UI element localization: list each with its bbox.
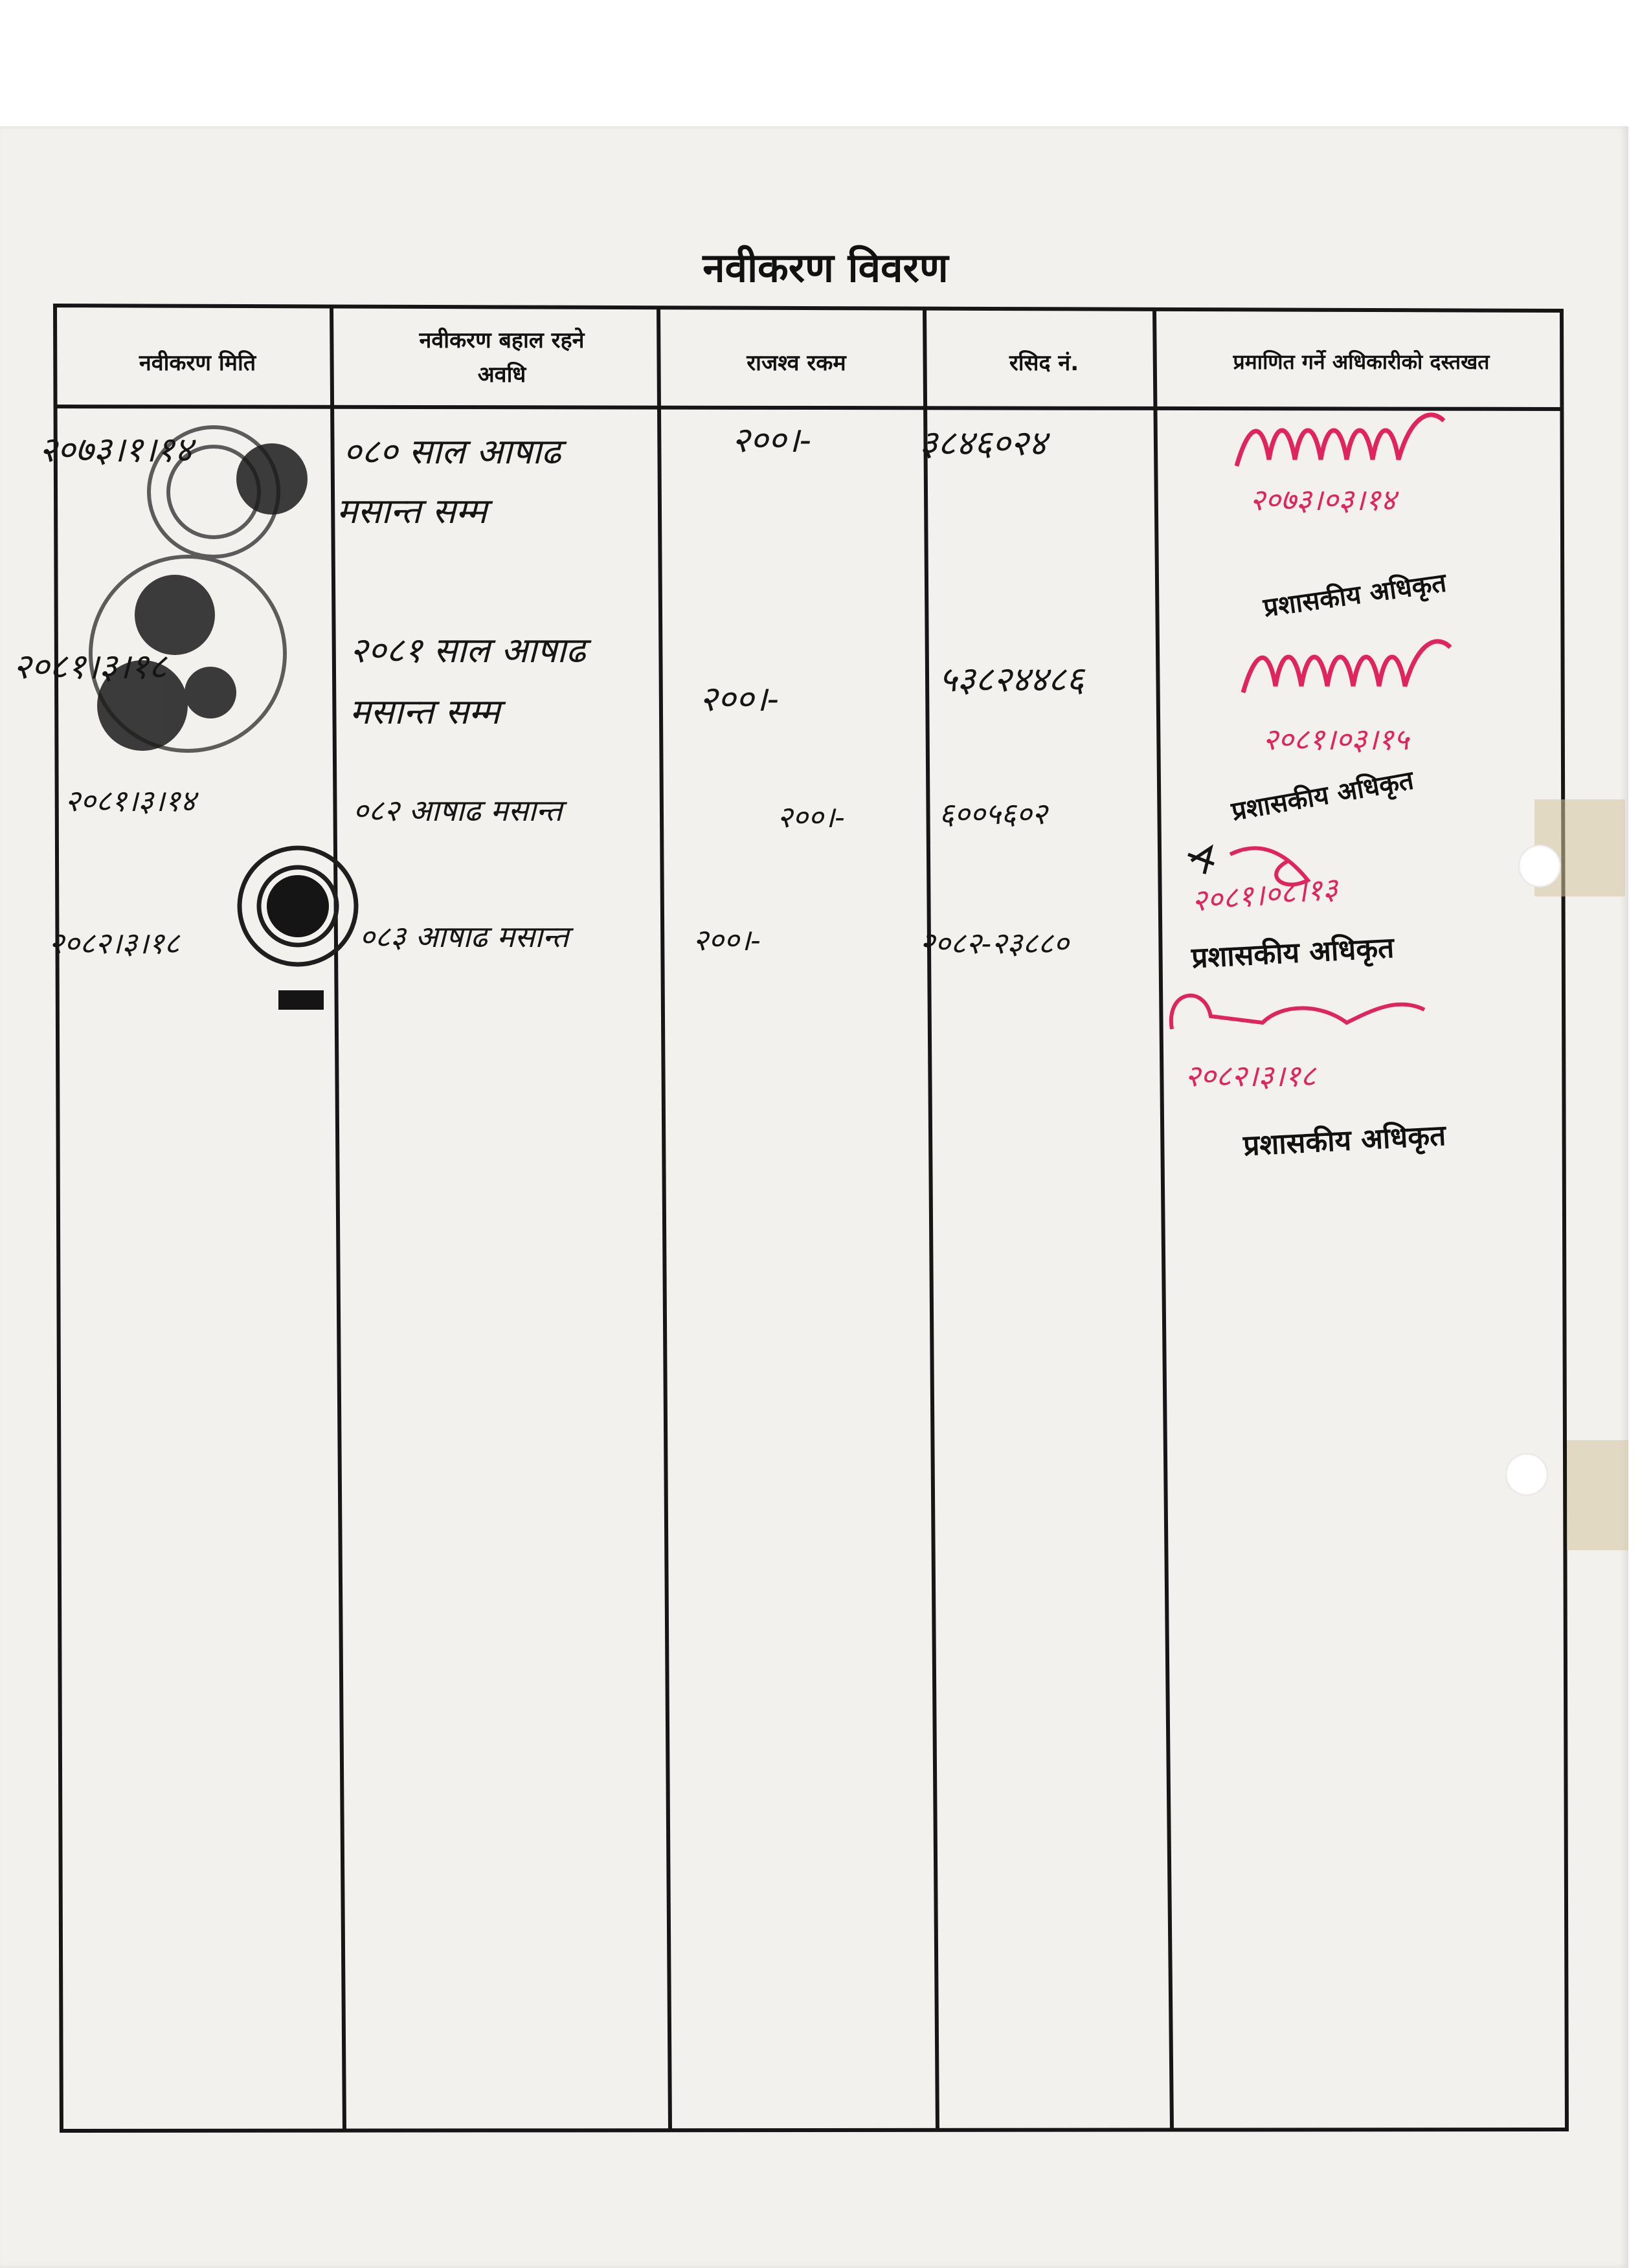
row2-officer-title: प्रशासकीय अधिकृत <box>1229 765 1416 827</box>
row4-receipt: २०८२-२३८८० <box>919 926 1069 961</box>
punch-hole-bottom <box>1505 1453 1548 1496</box>
row1-officer-title: प्रशासकीय अधिकृत <box>1261 568 1448 623</box>
row3-receipt: ६००५६०२ <box>939 796 1048 831</box>
row2-revenue: २००।- <box>699 678 779 719</box>
header-validity <box>340 324 664 392</box>
row3-officer-date: २०८१।०८।१३ <box>1190 871 1340 918</box>
row4-validity: ०८३ आषाढ मसान्त <box>359 919 569 954</box>
row1-validity-line1: ०८० साल आषाढ <box>343 431 561 472</box>
header-renewal-date: नवीकरण मिति <box>139 350 256 376</box>
signature-4 <box>1152 971 1476 1055</box>
district-seal-2 <box>233 835 363 1029</box>
row2-date: २०८१।३।१८ <box>13 646 167 687</box>
row4-date: २०८२।३।१८ <box>49 926 180 961</box>
row1-date: २०७३।१।१४ <box>39 429 193 470</box>
signature-2 <box>1230 621 1463 718</box>
punch-hole-top <box>1518 845 1561 887</box>
adhesive-tape-bottom <box>1567 1440 1628 1550</box>
row1-receipt: ३८४६०२४ <box>919 423 1047 463</box>
row2-receipt: ५३८२४४८६ <box>939 659 1084 700</box>
page-title: नवीकरण विवरण <box>702 244 949 291</box>
header-validity-line1: नवीकरण बहाल रहने <box>419 328 585 353</box>
row4-officer-date: २०८२।३।१८ <box>1185 1058 1316 1093</box>
row4-revenue: २००।- <box>693 922 761 957</box>
header-signature: प्रमाणित गर्ने अधिकारीको दस्तखत <box>1233 350 1490 374</box>
signature-1 <box>1224 395 1457 492</box>
row4-officer-title: प्रशासकीय अधिकृत <box>1242 1118 1447 1163</box>
district-seal-1 <box>78 421 324 783</box>
row3-officer-title: प्रशासकीय अधिकृत <box>1191 931 1395 975</box>
header-validity-line2: अवधि <box>477 361 526 388</box>
header-receipt: रसिद नं. <box>1009 350 1079 376</box>
row2-officer-date: २०८१।०३।१५ <box>1263 722 1410 757</box>
row2-validity-line2: मसान्त सम्म <box>350 691 500 732</box>
row3-date: २०८१।३।१४ <box>65 783 196 818</box>
row1-officer-date: २०७३।०३।१४ <box>1250 482 1397 517</box>
row3-revenue: २००।- <box>777 799 845 834</box>
row3-validity: ०८२ आषाढ मसान्त <box>353 793 563 828</box>
row1-validity-line2: मसान्त सम्म <box>337 491 488 531</box>
row1-revenue: २००।- <box>732 419 811 460</box>
header-revenue: राजश्व रकम <box>747 350 846 376</box>
row2-validity-line1: २०८१ साल आषाढ <box>350 630 586 671</box>
